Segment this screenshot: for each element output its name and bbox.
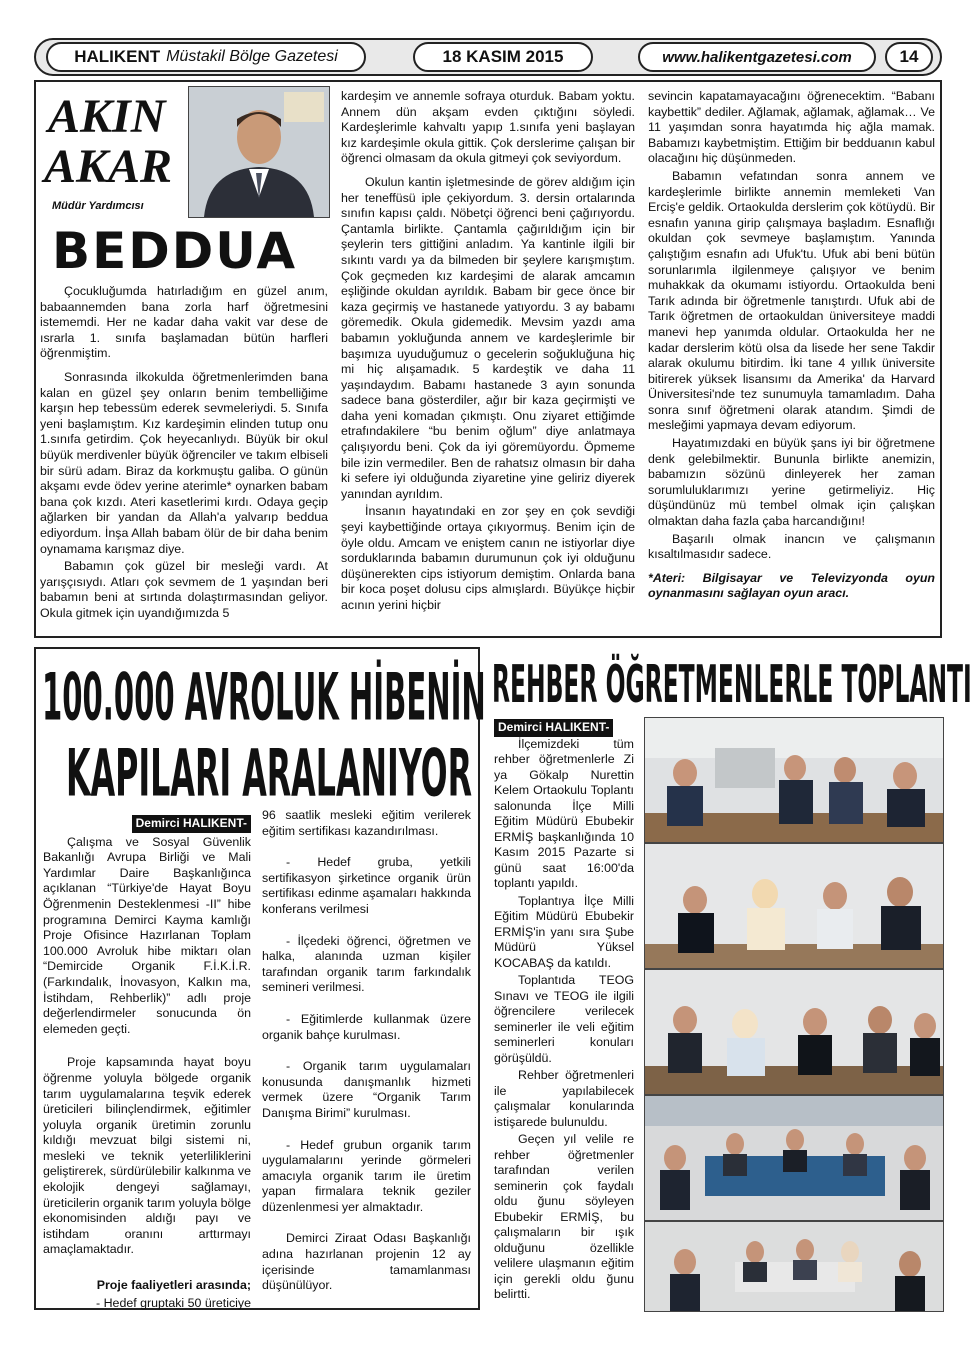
column-article-col1: [40, 284, 328, 623]
meeting-kicker: Demirci HALIKENT-: [494, 719, 613, 737]
paragraph: - Hedef gruba, yetkili sertifikasyon şirketince organik ürün sertifikası edinme aşamaları hakkında konferans verilmesi: [262, 855, 471, 916]
meeting-article-col: [494, 719, 634, 1305]
meeting-photo-5: [644, 1221, 944, 1312]
page-number: 14: [885, 42, 933, 72]
paragraph: kardeşim ve annemle sofraya oturduk. Babam yoktu. Annem dün akşam evden çıktığını söyledi. Kardeşlerimle kahvaltı yapıp 1.sınıfa yeni başlayan kız kardeşimle okula gittik. Çok derslerime çalışan bir öğrenci olmasam da okula gitmeyi çok seviyordum.: [341, 89, 635, 166]
paragraph: Çocukluğumda hatırladığım en güzel anım, babaannemden bana zorla harf öğretmesini istememdi. Her ne kadar daha vakit var dese de ısrarla 1. sınıfa başlamadan bütün harfleri öğrenmiştim.: [40, 284, 328, 361]
paragraph: Toplantıda TEOG Sınavı ve TEOG ile ilgili öğrencilere verilecek seminerler ile veli eğitim seminerleri konuları görüşüldü.: [494, 973, 634, 1065]
paragraph: Proje faaliyetleri arasında;: [96, 1278, 251, 1293]
author-name-first: AKIN: [48, 90, 166, 143]
meeting-headline: REHBER ÖĞRETMENLERLE TOPLANTI: [492, 655, 972, 715]
paragraph: 96 saatlik mesleki eğitim verilerek eğitim sertifikası kazandırılması.: [262, 808, 471, 838]
paragraph: Babamın çok güzel bir mesleği vardı. At yarışçısıydı. Atları çok sevmem de 1 yaşından beri babamın beni at sırtında dolaştırmasından geliyor. Okula gitmek için uyandığımızda 5: [40, 559, 328, 620]
meeting-photo-4: [644, 1095, 944, 1221]
paragraph: Babamın vefatından sonra annem ve kardeşlerimle birlikte annemin memleketi Van Erciş'e geldik. Ortaokulda derslerim çok kötüydü. Bir esnafın yanına girip çalışmaya başladım. Esnaflığı okuldan çok sevmeye başlamıştım. Yanında çalıştığım esnafın adı Ufuk'tu. Ufuk abi beni bütün sorunlarımla ilgilenmeye çalışıyor ve benim muhakkak da okumamı istiyordu. Ortaokulda beni Tarık adında bir öğretmenle tanıştırdı. Ufuk abi de Tarık öğretmen de ortaokuldan üniversiteye maddi manevi hep yanımda oldular. Ortaokulda her ne kadar derslerim kötü olsa da lisede her sene Takdir alarak okulumu bitirdim. İki tane 4 yıllık üniversite bitirerek yüksek lisansımı da Amerika' da Harvard Üniversitesi'nde tez sunumuyla tamamladım. Daha sonra sınıf öğretmeni olarak atandım. Şimdi de mesleğimi yapmaya devam ediyorum.: [648, 168, 935, 433]
author-photo: [188, 86, 330, 218]
author-role: Müdür Yardımcısı: [52, 200, 144, 212]
paragraph: - Eğitimlerde kullanmak üzere organik bahçe kurulması.: [262, 1011, 471, 1042]
paragraph: Toplantıya İlçe Milli Eğitim Müdürü Ebubekir ERMİŞ'in yanı sıra Şube Müdürü Yüksel KOCABAŞ da katıldı.: [494, 893, 634, 970]
newspaper-subtitle: Müstakil Bölge Gazetesi: [166, 48, 338, 65]
footnote: *Ateri: Bilgisayar ve Televizyonda oyun oynanmasını sağlayan oyun aracı.: [648, 570, 935, 601]
grant-headline-line1: 100.000 AVROLUK HİBENİN: [42, 660, 486, 736]
paragraph: Başarılı olmak inancın ve çalışmanın kısaltılmasıdır sadece.: [648, 531, 935, 562]
paragraph: Okulun kantin işletmesinde de görev aldığım için her teneffüsü iple çekiyordum. 3. dersin ortalarında sınıfın kapısı çaldı. Nöbetçi öğrenci beni çağırıyordu. Çantamla birlikte. Çantamla çağırıldığım için bir şeylerin ters gittiğini anladım. Ya kantinle ilgili bir sıkıntı vardı ya da bilmeden bir şeylere karışmıştım. Çok geçmeden kız kardeşimi de alarak amcamın eşliğinde okuldan ayrıldık. Babam bir gece önce bir kaza geçirmiş ve hastanede yatıyordu. 3 ay babamı göremedik. Okula gidemedik. Mevsim yazdı ama babamın yokluğunda annem ve kardeşlerimle bir başımıza uyuduğumuz o gecelerin soğukluğuna hiç mi hiç alışamadık. 5 kardeştik ve daha 11 yaşındaydım. Babamı hastanede 3 ayın sonunda sadece bana gösterdiler, ağır bir kaza geçirmişti ve daha yeni komadan çıkmıştı. Onu ziyaret ettiğimde etrafındakilere “bu benim oğlum” diye anlatmaya çalışıyordu beni. Çok da iyi göremüyordu. Öpmeme bile izin vermediler. Ben de rahatsız olmasın bir daha ki sefere iyi olduğunda ziyaretine yine geliriz diyerek yanından ayrıldım.: [341, 174, 635, 501]
paragraph: Hayatımızdaki en büyük şans iyi bir öğretmene denk gelebilmektir. Bununla birlikte anemizin, babamızın sözünü dinleyerek her zaman sorumluluklarımızı yerine getirmeliyiz. Hiç düşündünüz mü tembel olmak için çalışkan olmaktan daha fazla çaba harcandığını!: [648, 436, 935, 529]
paragraph: İnsanın hayatındaki en zor şey en çok sevdiği şeyi kaybettiğinde ortaya çıkıyormuş. Benim için de öyle oldu. Amcam ve eniştem canın ne istiyorlar diye sorduklarında babamın durumunun çok iyi olduğunu düşünerekten cips istiyorum demiştim. Onlarda bana bir koca poşet dolusu cips almışlardı. Büyükçe hiçbir acının yerini hiçbir: [341, 504, 635, 612]
author-name-last: AKAR: [44, 140, 173, 193]
meeting-photo-2: [644, 843, 944, 969]
paragraph: Demirci Ziraat Odası Başkanlığı adına hazırlanan projenin 12 ay içerisinde tamamlanması düşünülüyor.: [262, 1231, 471, 1293]
newspaper-name: HALIKENT: [74, 47, 161, 66]
paragraph: sevincin kapatamayacağını öğrenecektim. “Babanı kaybettik” dediler. Ağlamak, ağlamak, ağlamak… Ve 11 yaşımdan sonra hayatımda hiç ağla mamak. Babamızı kaybetmiştim. Ettiğim bir bedduanın kabul olacağını hiç düşünmeden.: [648, 89, 935, 166]
meeting-photo-1: [644, 717, 944, 843]
paragraph: Proje kapsamında hayat boyu öğrenme yoluyla bölgede organik tarım uygulamalarına teşvik ederek üreticileri bilinçlendirmek, eğitimler yoluyla organik üretimin zorunlu kıldığı mevzuat bilgi sistemi ni, mesleki ve teknik yeterliliklerini geliştirerek, sürdürülebilir kalkınma ve ekolojik dengeyi sağlamayı, üreticilerin organik tarım yoluyla bölge ekonomisinden aldığı payı ve istihdam oranını arttırmayı amaçlamaktadır.: [43, 1055, 251, 1257]
paragraph: - İlçedeki öğrenci, öğretmen ve halka, alanında uzman kişiler tarafından organik tarım farkındalık semineri verilmesi.: [262, 933, 471, 995]
grant-article-col2: [262, 808, 471, 1296]
grant-headline-line2: KAPILARI ARALANIYOR: [66, 736, 473, 812]
paragraph: - Organik tarım uygulamaları konusunda danışmanlık hizmeti vermek üzere “Organik Tarım Danışma Birimi” kurulması.: [262, 1059, 471, 1120]
paragraph: - Hedef grubun organik tarım uygulamalarını yerinde görmeleri amacıyla organik tarım ile üretim yapan firmalara teknik geziler düzenlenmesi yer almaktadır.: [262, 1137, 471, 1214]
paragraph: İlçemizdeki tüm rehber öğretmenlerle Zi ya Gökalp Nurettin Kelem Ortaokulu Toplantı salonunda İlçe Milli Eğitim Müdürü Ebubekir ERMİŞ başkanlığında 10 Kasım 2015 Pazarte si günü saat 16:00'da toplantı yapıldı.: [494, 736, 634, 890]
masthead: [46, 42, 366, 72]
column-title: BEDDUA: [52, 222, 298, 280]
paragraph: Sonrasında ilkokulda öğretmenlerimden bana kalan en güzel şey onların benim tembelliğime karşın hep tebessüm ederek sevmeleriydi. 5. Sınıfa yeni başlamıştım. Kız kardeşimin elinden tutup onu 1.sınıfa getirdim. Çok heyecanlıydı. Büyük bir okul büyük merdivenler büyük öğrenciler ve takım elbiseli bir sürü adam. Biraz da korkmuştu galiba. O günün akşamı evde ödev yerine aterimle* oynarken babam bana çok kızdı. Ateri kasetlerimi kırdı. Odaya geçip ağlarken bir yandan da Allah'a yalvarıp beddua ediyordum. İnşa Allah babam ölür de bir daha benim oynamama karışmaz diye.: [40, 369, 328, 556]
issue-date: 18 KASIM 2015: [413, 42, 593, 72]
grant-article-col1: [43, 815, 251, 1313]
meeting-photo-3: [644, 969, 944, 1095]
column-article-col2: [341, 89, 635, 616]
paragraph: Rehber öğretmenleri ile yapılabilecek çalışmalar konularında istişarede bulunuldu.: [494, 1068, 634, 1129]
paragraph: Çalışma ve Sosyal Güvenlik Bakanlığı Avrupa Birliği ve Mali Yardımlar Daire Başkanlığınca açıklanan “Türkiye'de Hayat Boyu Öğrenmenin Desteklenmesi -II” hibe programına Demirci Kayma kamlığı Proje Ofisince Hazırlanan Toplam 100.000 Avroluk hibe miktarı olan “Demircide Organik F.İ.K.İ.R. (Farkındalık, İnovasyon, Kalkın ma, İstihdam, Rehberlik)” adlı proje değerlendirmeler sonucunda ön elemeden geçti.: [43, 834, 251, 1036]
column-article-col3: [648, 89, 935, 604]
website-url: www.halikentgazetesi.com: [638, 42, 876, 72]
paragraph: Geçen yıl velile re rehber öğretmenler tarafından verilen seminerin çok faydalı oldu ğunu söyleyen Ebubekir ERMİŞ, bu çalışmaların bir ışık olduğunu özellikle velilere ulaşmanın eğitim için gerekli oldu ğunu belirtti.: [494, 1132, 634, 1301]
paragraph: - Hedef gruptaki 50 üreticiye: [96, 1295, 251, 1310]
grant-kicker: Demirci HALIKENT-: [132, 815, 251, 833]
